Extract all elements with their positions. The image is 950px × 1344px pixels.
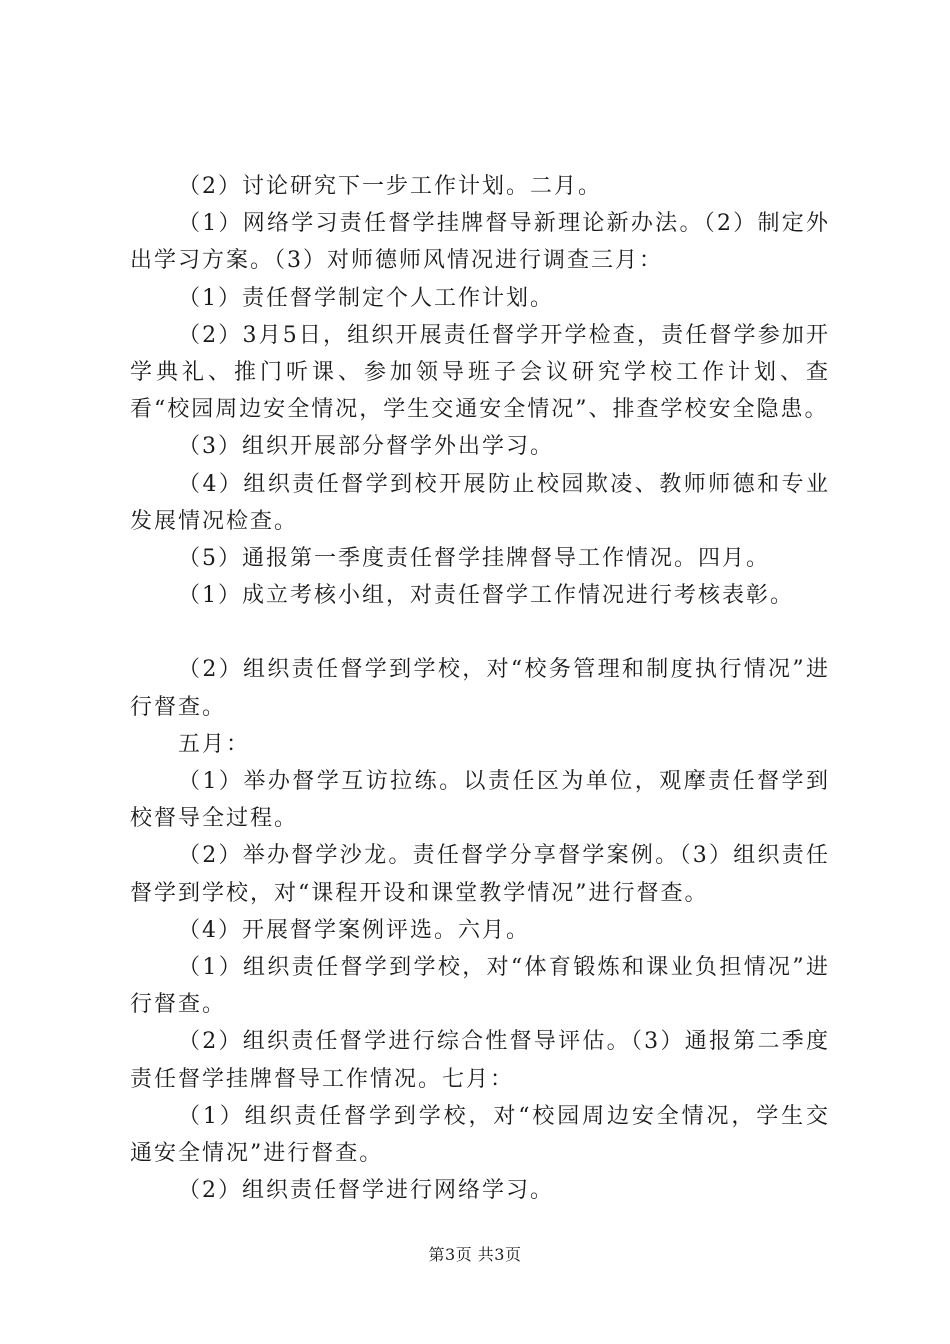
paragraph: （2）3月5日，组织开展责任督学开学检查，责任督学参加开学典礼、推门听课、参加领导班子会议研究学校工作计划、查看“校园周边安全情况，学生交通安全情况”、排查学校安全隐患。: [130, 322, 830, 423]
paragraph: （3）组织开展部分督学外出学习。: [178, 434, 554, 460]
paragraph: （1）网络学习责任督学挂牌督导新理论新办法。（2）制定外出学习方案。（3）对师德师风情况进行调查三月：: [130, 211, 830, 274]
document-body: [130, 168, 830, 1209]
paragraph: （5）通报第一季度责任督学挂牌督导工作情况。四月。: [178, 546, 770, 572]
paragraph: （4）开展督学案例评选。六月。: [178, 917, 530, 943]
paragraph: 五月：: [178, 731, 251, 757]
paragraph: （2）组织责任督学进行网络学习。: [178, 1178, 554, 1204]
paragraph: （4）组织责任督学到校开展防止校园欺凌、教师师德和专业发展情况检查。: [130, 471, 830, 534]
paragraph: （1）成立考核小组，对责任督学工作情况进行考核表彰。: [178, 583, 794, 609]
paragraph: （2）组织责任督学进行综合性督导评估。（3）通报第二季度责任督学挂牌督导工作情况。七月：: [130, 1029, 830, 1092]
paragraph: （1）举办督学互访拉练。以责任区为单位，观摩责任督学到校督导全过程。: [130, 769, 830, 832]
paragraph: （1）组织责任督学到学校，对“校园周边安全情况，学生交通安全情况”进行督查。: [130, 1103, 830, 1167]
paragraph: （2）举办督学沙龙。责任督学分享督学案例。（3）组织责任督学到学校，对“课程开设和课堂教学情况”进行督查。: [130, 843, 830, 906]
paragraph: （2）讨论研究下一步工作计划。二月。: [178, 174, 602, 199]
paragraph: （1）责任督学制定个人工作计划。: [178, 285, 554, 311]
page-number-footer: 第3页 共3页: [428, 1245, 522, 1264]
blank-line: [130, 614, 830, 651]
paragraph: （2）组织责任督学到学校，对“校务管理和制度执行情况”进行督查。: [130, 657, 830, 720]
paragraph: （1）组织责任督学到学校，对“体育锻炼和课业负担情况”进行督查。: [130, 955, 830, 1018]
